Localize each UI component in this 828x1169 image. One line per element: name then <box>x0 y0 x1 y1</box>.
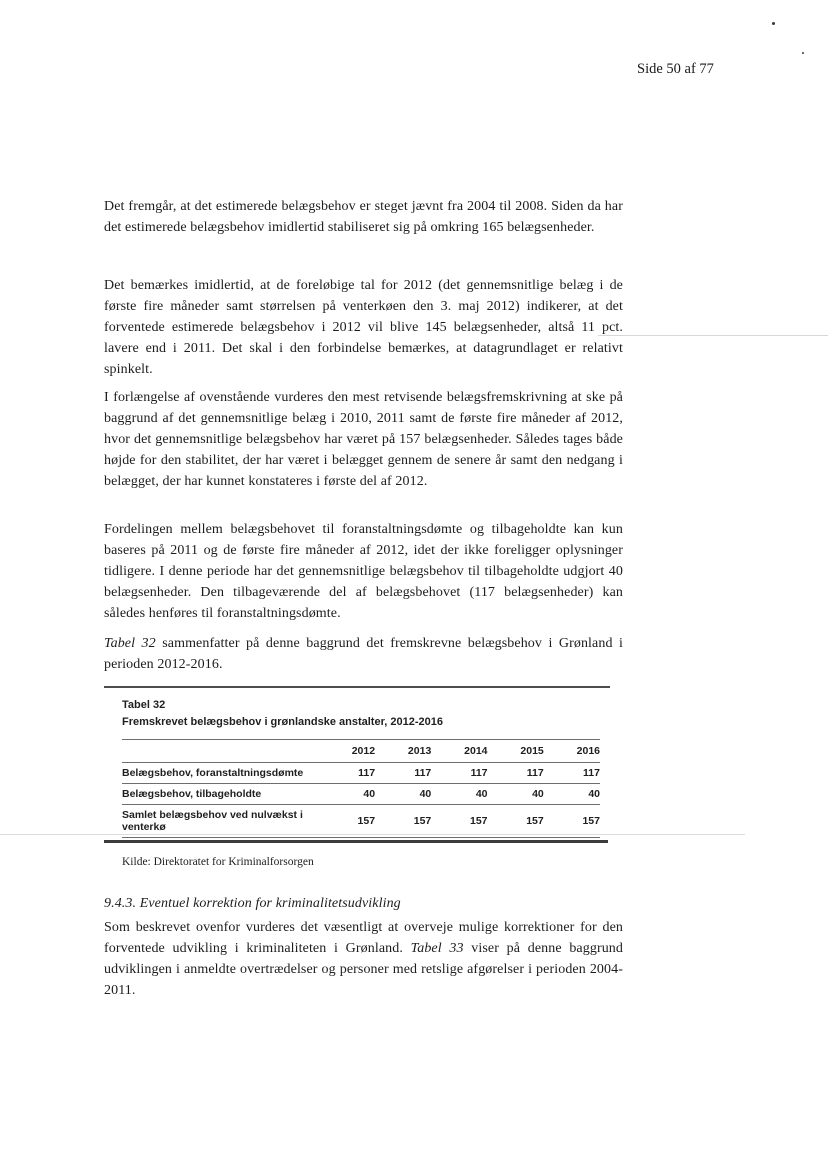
cell-value: 40 <box>488 784 544 805</box>
paragraph-estimated-need: Det fremgår, at det estimerede belægsbehov er steget jævnt fra 2004 til 2008. Siden da har det estimerede belægsbehov imidlertid stabiliseret sig på omkring 165 belægsenheder. <box>104 199 623 235</box>
table-outer-bottom-rule <box>104 840 608 843</box>
projection-table <box>122 739 600 838</box>
cell-value: 117 <box>488 763 544 784</box>
table-header-row <box>122 740 600 763</box>
table-header-2015: 2015 <box>488 740 544 763</box>
paragraph-projection-basis: I forlængelse af ovenstående vurderes den mest retvisende belægsfremskrivning at ske på baggrund af det gennemsnitlige belæg i 2010, 2011 samt de første fire måneder af 2012, hvor det gennemsnitlige belægsbehov har været på 157 belægsenheder. Således tages både højde for den stabilitet, der har været i belægget gennem de senere år samt den nedgang i belægget, der har kunnet konstateres i første del af 2012. <box>104 390 623 489</box>
table-header-2016: 2016 <box>544 740 600 763</box>
row-label: Samlet belægsbehov ved nulvækst i venterkø <box>122 805 319 838</box>
table-subtitle: Fremskrevet belægsbehov i grønlandske anstalter, 2012-2016 <box>122 716 443 728</box>
table-row <box>122 784 600 805</box>
paragraph-preliminary-2012: Det bemærkes imidlertid, at de foreløbige tal for 2012 (det gennemsnitlige belæg i de første fire måneder samt størrelsen på venterkøen den 3. maj 2012) indikerer, at det forventede estimerede belægsbehov i 2012 vil blive 145 belægsenheder, altså 11 pct. lavere end i 2011. Det skal i den forbindelse bemærkes, at datagrundlaget er relativt spinkelt. <box>104 278 623 377</box>
cell-value: 117 <box>544 763 600 784</box>
paragraph-crime-correction <box>104 917 623 1001</box>
table-header-2013: 2013 <box>375 740 431 763</box>
cell-value: 40 <box>544 784 600 805</box>
table-source: Kilde: Direktoratet for Kriminalforsorgen <box>122 856 314 868</box>
paragraph-tabel32-intro-text: sammenfatter på denne baggrund det fremskrevne belægsbehov i Grønland i perioden 2012-2016. <box>104 636 624 672</box>
row-label: Belægsbehov, tilbageholdte <box>122 784 319 805</box>
cell-value: 117 <box>431 763 487 784</box>
cell-value: 157 <box>544 805 600 838</box>
cell-value: 157 <box>375 805 431 838</box>
paragraph-crime-correction-before: Som beskrevet ovenfor vurderes det væsentligt at overveje mulige korrektioner for den forventede udvikling i kriminaliteten i Grønland. <box>104 920 623 956</box>
cell-value: 40 <box>431 784 487 805</box>
cell-value: 157 <box>319 805 375 838</box>
table-title: Tabel 32 <box>122 699 166 711</box>
table-header-2012: 2012 <box>319 740 375 763</box>
table-row <box>122 805 600 838</box>
table-row <box>122 763 600 784</box>
scan-speck <box>802 52 804 54</box>
cell-value: 40 <box>375 784 431 805</box>
paragraph-crime-correction-after: viser på denne baggrund udviklingen i anmeldte overtrædelser og personer med retslige afgørelser i perioden 2004-2011. <box>104 941 624 998</box>
cell-value: 117 <box>375 763 431 784</box>
tabel-32-reference: Tabel 32 <box>104 636 156 651</box>
table-header-2014: 2014 <box>431 740 487 763</box>
paragraph-distribution: Fordelingen mellem belægsbehovet til foranstaltningsdømte og tilbageholdte kan kun baseres på 2011 og de første fire måneder af 2012, idet der ikke foreligger oplysninger tidligere. I denne periode har det gennemsnitlige belægsbehov til tilbageholdte udgjort 40 belægsenheder. Den tilbageværende del af belægsbehovet (117 belægsenheder) kan således henføres til foranstaltningsdømte. <box>104 522 623 621</box>
tabel-33-reference: Tabel 33 <box>410 941 464 956</box>
paragraph-tabel32-intro <box>104 633 623 675</box>
cell-value: 157 <box>431 805 487 838</box>
cell-value: 157 <box>488 805 544 838</box>
section-heading-943: 9.4.3. Eventuel korrektion for kriminalitetsudvikling <box>104 896 401 911</box>
scan-speck <box>772 22 775 25</box>
tabel-32-block <box>104 686 610 868</box>
cell-value: 117 <box>319 763 375 784</box>
cell-value: 40 <box>319 784 375 805</box>
scan-artifact-line <box>598 335 828 336</box>
page-number: Side 50 af 77 <box>637 61 714 77</box>
row-label: Belægsbehov, foranstaltningsdømte <box>122 763 319 784</box>
table-outer-top-rule <box>104 686 610 688</box>
table-header-empty <box>122 740 319 763</box>
